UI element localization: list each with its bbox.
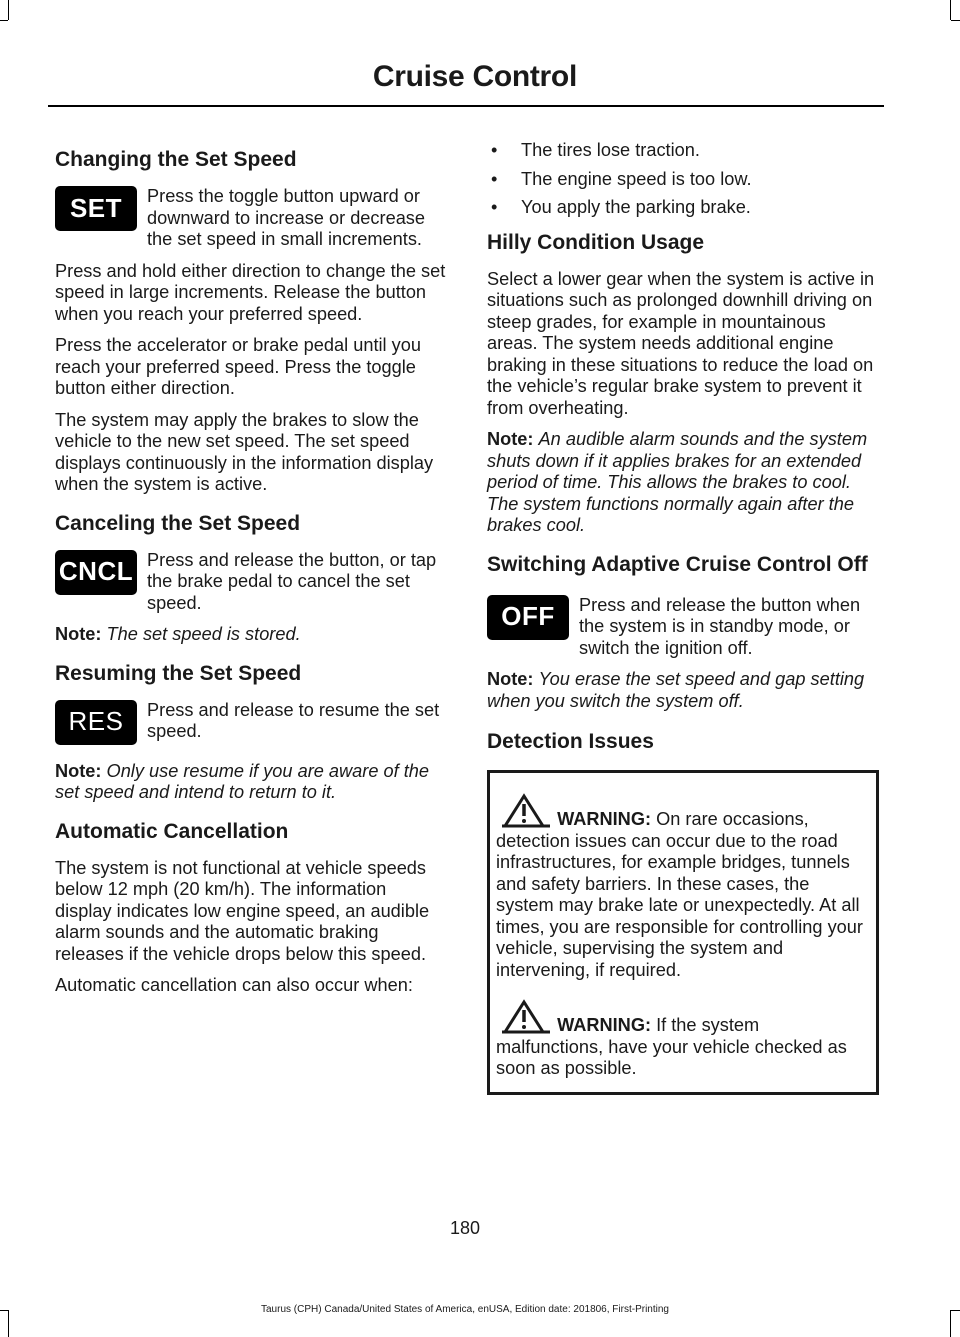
note-label: Note: [487, 429, 534, 449]
warning-box [487, 770, 879, 1095]
right-column [487, 140, 879, 1095]
section-heading-hilly: Hilly Condition Usage [487, 230, 705, 254]
warning-triangle-icon [500, 793, 552, 829]
paragraph: Press the accelerator or brake pedal until you reach your preferred speed. Press the toggle button either direction. [55, 335, 421, 398]
resume-button-icon: RES [55, 700, 137, 745]
crop-mark [951, 20, 960, 21]
paragraph: Press the toggle button upward or downward to increase or decrease the set speed in small increments. [147, 186, 426, 249]
header-divider [48, 105, 884, 107]
crop-mark [0, 20, 8, 21]
section-heading-detection: Detection Issues [487, 730, 654, 753]
note-label: Note: [55, 624, 102, 644]
paragraph: Select a lower gear when the system is active in situations such as prolonged downhill driving on steep grades, for example in mountainous areas. The system needs additional engine braking in these situations to reduce the load on the vehicle’s regular brake system to prevent it from overheating. [487, 268, 875, 418]
warning-triangle-icon [500, 999, 552, 1035]
paragraph: Press and hold either direction to change the set speed in large increments. Release the button when you reach your preferred speed. [55, 260, 446, 324]
paragraph: Press and release the button, or tap the brake pedal to cancel the set speed. [147, 549, 437, 613]
section-heading-resuming: Resuming the Set Speed [55, 661, 302, 685]
note [55, 624, 447, 646]
crop-mark [951, 1310, 960, 1311]
paragraph: Press and release to resume the set speed. [147, 699, 440, 741]
paragraph: The system may apply the brakes to slow the vehicle to the new set speed. The set speed displays continuously in the information display when the system is active. [55, 409, 434, 494]
resuming-intro [55, 700, 447, 753]
warning [496, 793, 870, 981]
changing-intro [55, 186, 447, 261]
note [487, 429, 879, 537]
note-text: An audible alarm sounds and the system shuts down if it applies brakes for an extended period of time. This allows the brakes to cool. The system functions normally again after the brakes cool. [487, 429, 868, 535]
section-heading-switching: Switching Adaptive Cruise Control Off [487, 552, 868, 576]
cancellation-conditions-list [487, 140, 879, 219]
footer-edition: Taurus (CPH) Canada/United States of America, enUSA, Edition date: 201806, First-Printing [261, 1304, 669, 1315]
switching-intro [487, 595, 879, 670]
left-column [55, 140, 447, 1007]
note-text: The set speed is stored. [106, 624, 301, 644]
note-label: Note: [487, 669, 534, 689]
off-button-icon: OFF [487, 595, 569, 640]
crop-mark [8, 0, 9, 20]
warning-text: If the system malfunctions, have your vehicle checked as soon as possible. [496, 1015, 847, 1078]
set-button-icon: SET [55, 186, 137, 231]
list-item: • The engine speed is too low. [487, 169, 879, 191]
canceling-intro [55, 550, 447, 625]
warning-text: On rare occasions, detection issues can occur due to the road infrastructures, for example bridges, tunnels and safety barriers. In these cases, the system may brake late or unexpectedly. At all times, you are responsible for controlling your vehicle, supervising the system and intervening, if required. [496, 809, 863, 980]
list-item: • The tires lose traction. [487, 140, 879, 162]
section-heading-canceling: Canceling the Set Speed [55, 511, 301, 535]
section-heading-changing: Changing the Set Speed [55, 148, 297, 171]
note-label: Note: [55, 760, 102, 781]
note [55, 761, 447, 804]
paragraph: Press and release the button when the system is in standby mode, or switch the ignition off. [579, 594, 861, 658]
warning-label: WARNING: [557, 1015, 652, 1035]
warning-label: WARNING: [557, 809, 652, 829]
paragraph: Automatic cancellation can also occur when: [55, 975, 413, 995]
note-text: Only use resume if you are aware of the set speed and intend to return to it. [55, 760, 430, 802]
page-title: Cruise Control [372, 60, 577, 93]
section-heading-automatic: Automatic Cancellation [55, 819, 289, 843]
list-item: • You apply the parking brake. [487, 197, 879, 219]
page-number: 180 [449, 1218, 481, 1238]
cancel-button-icon: CNCL [55, 550, 137, 595]
warning [496, 999, 870, 1080]
crop-mark [950, 1310, 951, 1337]
paragraph: The system is not functional at vehicle speeds below 12 mph (20 km/h). The information display indicates low engine speed, an audible alarm sounds and the automatic braking releases if the vehicle drops below this speed. [55, 857, 430, 964]
crop-mark [950, 0, 951, 20]
note-text: You erase the set speed and gap setting when you switch the system off. [487, 669, 865, 711]
note [487, 669, 879, 712]
